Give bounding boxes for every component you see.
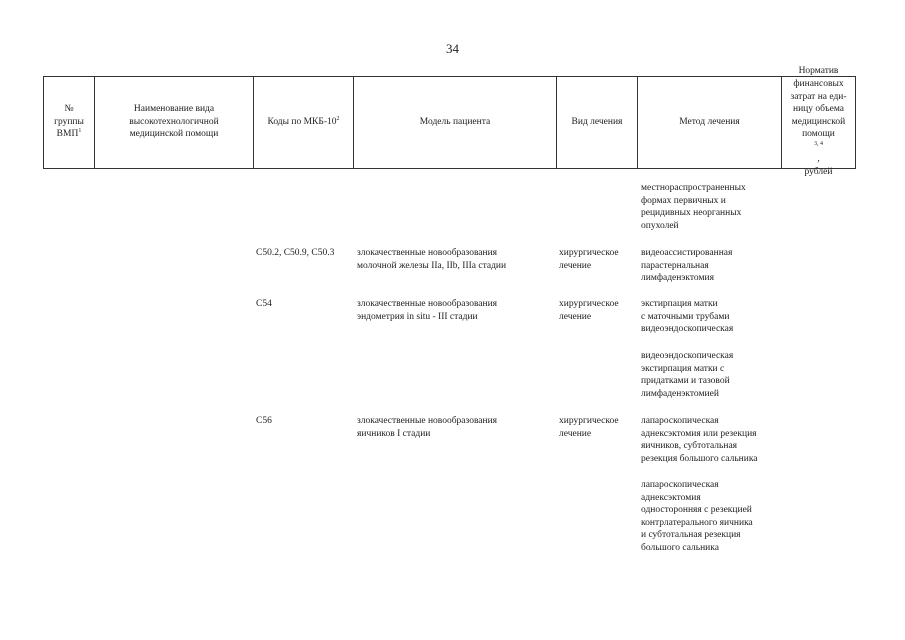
header-patient-model: Модель пациента [419, 116, 491, 127]
icd-code-cell: C56 [256, 416, 272, 426]
treatment-type-cell: хирургическое лечение [559, 248, 619, 271]
icd-code-cell: C54 [256, 299, 272, 309]
header-group-number: № группы ВМП$^1$ [54, 104, 84, 140]
patient-model-cell: злокачественные новообразования эндометрия in situ - III стадии [357, 299, 498, 322]
header-icd-codes: Коды по МКБ-$10^2$ [267, 115, 340, 127]
patient-model-cell: злокачественные новообразования молочной железы IIa, IIb, IIIa стадии [357, 248, 507, 271]
header-care-name: Наименование вида высокотехнологичной медицинской помощи [129, 104, 219, 140]
method-cell: лапароскопическая аднексэктомия односторонняя с резекцией контрлатерального яичника и субтотальная резекция большого сальника [641, 480, 753, 553]
icd-code-cell: C50.2, C50.9, C50.3 [256, 248, 335, 258]
method-cell: местнораспространенных формах первичных и рецидивных неорганных опухолей [641, 183, 746, 231]
method-cell: лапароскопическая аднексэктомия или резекция яичников, субтотальная резекция большого сальника [641, 416, 758, 464]
treatment-type-cell: хирургическое лечение [559, 416, 619, 439]
column-divider [855, 76, 856, 168]
header-treatment-method: Метод лечения [679, 116, 740, 127]
method-cell: видеоэндоскопическая экстирпация матки с придатками и тазовой лимфаденэктомией [641, 351, 734, 399]
method-cell: экстирпация матки с маточными трубами видеоэндоскопическая [641, 299, 734, 335]
method-cell: видеоассистированная парастернальная лимфаденэктомия [641, 248, 733, 284]
page-number: 34 [446, 41, 459, 56]
header-cost-norm: Норматив финансовых затрат на еди- ницу объема медицинской помощи $^{3, 4}$ , рублей [790, 66, 847, 178]
treatment-type-cell: хирургическое лечение [559, 299, 619, 322]
table-header-bottom-border [43, 168, 856, 169]
patient-model-cell: злокачественные новообразования яичников I стадии [357, 416, 498, 439]
header-treatment-type: Вид лечения [571, 116, 623, 127]
